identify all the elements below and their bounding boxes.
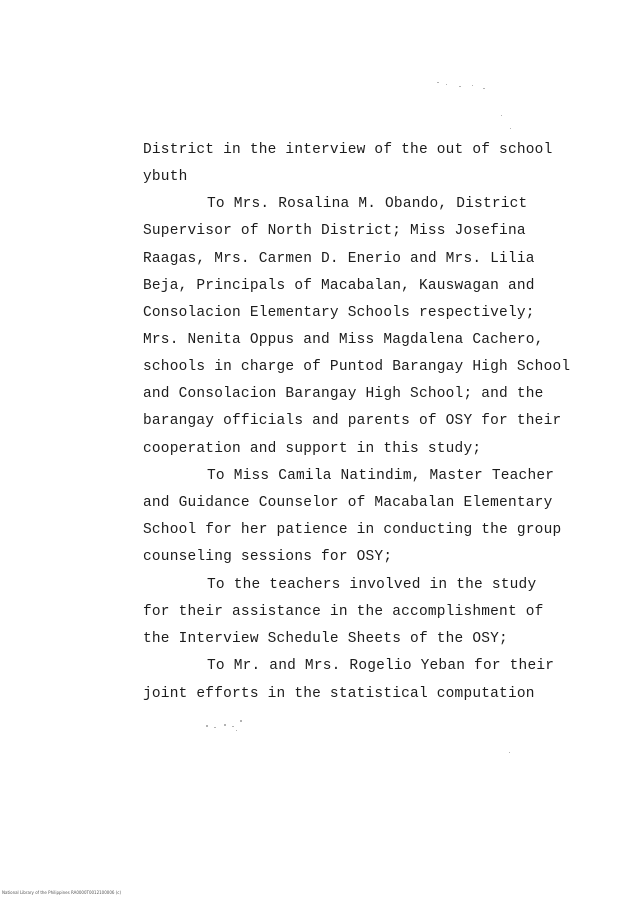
text-line: Raagas, Mrs. Carmen D. Enerio and Mrs. Lilia [143,251,535,267]
text-line: for their assistance in the accomplishment of [143,604,544,620]
text-line: cooperation and support in this study; [143,441,482,457]
scan-speck [509,752,510,753]
text-line: and Guidance Counselor of Macabalan Elementary [143,495,553,511]
text-line: the Interview Schedule Sheets of the OSY; [143,631,508,647]
text-line: Mrs. Nenita Oppus and Miss Magdalena Cachero, [143,332,544,348]
scan-speck [236,730,237,731]
scan-speck [510,128,511,129]
text-line: barangay officials and parents of OSY for their [143,413,562,429]
text-line: joint efforts in the statistical computation [143,686,535,702]
text-line: School for her patience in conducting the group [143,522,562,538]
scan-speck [240,720,242,722]
paragraph-start-line: To Mrs. Rosalina M. Obando, District [207,196,528,212]
text-line: Beja, Principals of Macabalan, Kauswagan and [143,278,535,294]
text-line: Consolacion Elementary Schools respectively; [143,305,535,321]
text-line: District in the interview of the out of school [143,142,553,158]
text-line: schools in charge of Puntod Barangay High School [143,359,571,375]
scan-speck [446,84,447,85]
paragraph-start-line: To Miss Camila Natindim, Master Teacher [207,468,555,484]
scan-speck [437,82,439,83]
paragraph-start-line: To Mr. and Mrs. Rogelio Yeban for their [207,658,555,674]
text-line: counseling sessions for OSY; [143,549,393,565]
scan-speck [206,725,208,727]
text-line: and Consolacion Barangay High School; and the [143,386,544,402]
scan-speck [214,727,216,728]
paragraph-start-line: To the teachers involved in the study [207,577,537,593]
scan-speck [483,88,485,89]
scan-speck [224,724,226,726]
scan-speck [232,726,234,727]
text-line: Supervisor of North District; Miss Josefina [143,223,526,239]
scan-speck [501,115,502,116]
text-line: ybuth [143,169,188,185]
library-footer-stamp: National Library of the Philippines RA0000T0012100006 (c) [2,890,121,895]
scan-speck [472,85,473,86]
scan-speck [459,86,461,87]
